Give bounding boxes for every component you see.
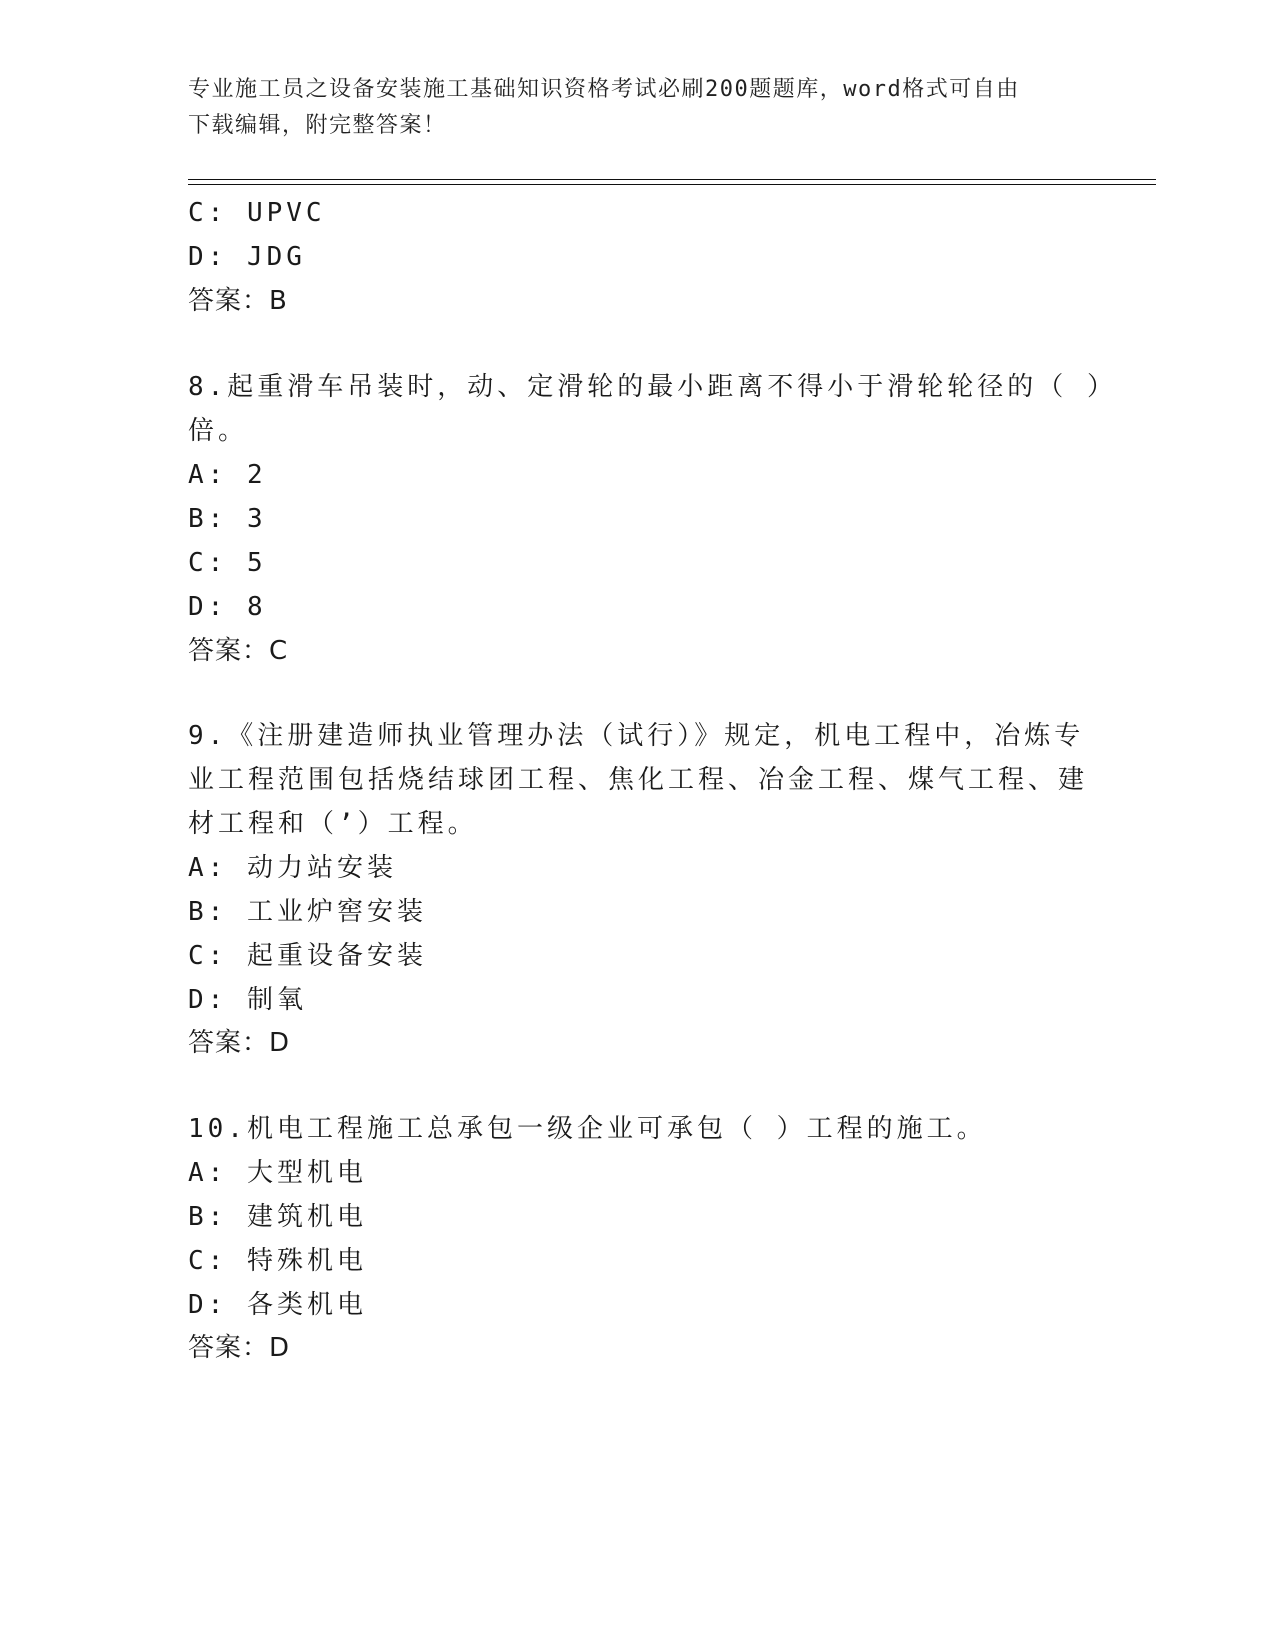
q8-option-d: D: 8 <box>188 592 267 622</box>
q7-option-d: D: JDG <box>188 242 306 272</box>
q10-option-a: A: 大型机电 <box>188 1158 367 1188</box>
q8-option-c: C: 5 <box>188 548 267 578</box>
q10-answer: 答案：D <box>188 1333 291 1363</box>
header-rule-bottom <box>188 184 1156 185</box>
q9-option-a: A: 动力站安装 <box>188 853 397 883</box>
document-header <box>188 72 1068 144</box>
q8-stem-line-2: 倍。 <box>188 416 249 446</box>
header-rule-top <box>188 179 1156 180</box>
q7-answer: 答案：B <box>188 286 288 316</box>
q9-stem-line-3: 材工程和（’）工程。 <box>188 809 478 839</box>
q10-stem-line-1: 10.机电工程施工总承包一级企业可承包（ ）工程的施工。 <box>188 1114 987 1144</box>
header-line-1: 专业施工员之设备安装施工基础知识资格考试必刷200题题库，word格式可自由 <box>188 77 1020 102</box>
q9-stem-line-1: 9.《注册建造师执业管理办法（试行）》规定，机电工程中，冶炼专 <box>188 721 1085 751</box>
q10-option-c: C: 特殊机电 <box>188 1246 367 1276</box>
q9-answer: 答案：D <box>188 1028 291 1058</box>
header-line-2: 下载编辑，附完整答案！ <box>188 113 447 138</box>
q10-option-b: B: 建筑机电 <box>188 1202 367 1232</box>
q7-option-c: C: UPVC <box>188 198 326 228</box>
q8-stem-line-1: 8.起重滑车吊装时，动、定滑轮的最小距离不得小于滑轮轮径的（ ） <box>188 372 1117 402</box>
q9-stem-line-2: 业工程范围包括烧结球团工程、焦化工程、冶金工程、煤气工程、建 <box>188 765 1089 795</box>
q10-option-d: D: 各类机电 <box>188 1290 367 1320</box>
q8-answer: 答案：C <box>188 636 289 666</box>
q8-option-b: B: 3 <box>188 504 267 534</box>
q9-option-b: B: 工业炉窖安装 <box>188 897 427 927</box>
q8-option-a: A: 2 <box>188 460 267 490</box>
q9-option-c: C: 起重设备安装 <box>188 941 427 971</box>
q9-option-d: D: 制氧 <box>188 985 307 1015</box>
